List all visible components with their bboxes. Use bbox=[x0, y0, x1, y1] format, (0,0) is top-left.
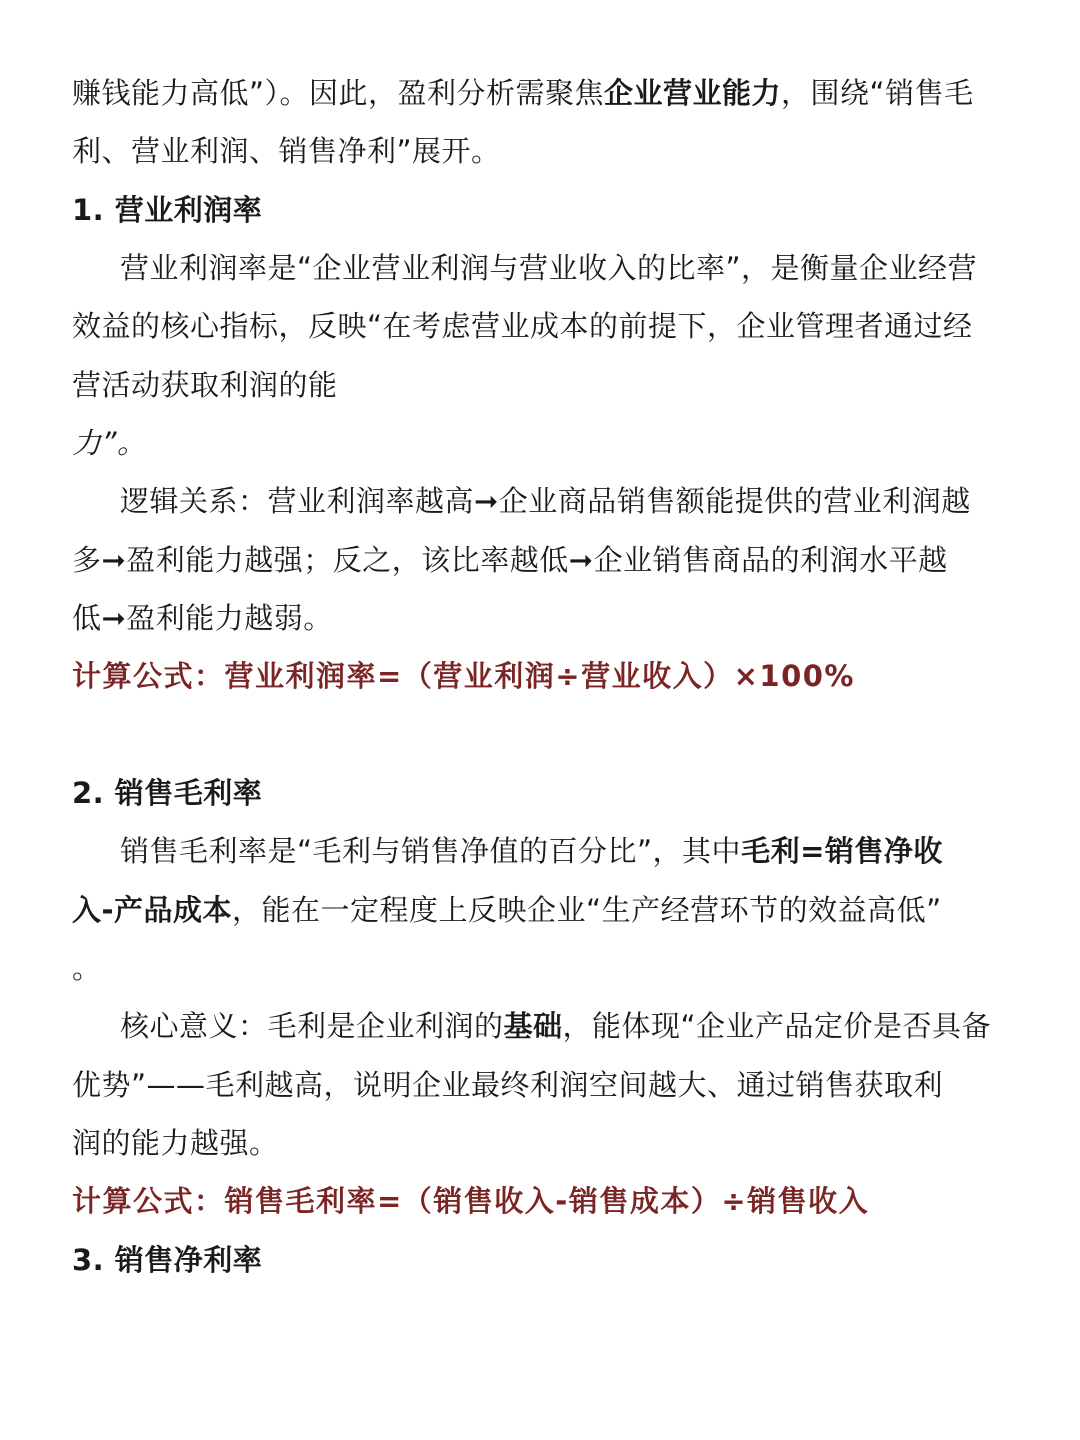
core-emphasis: 基础 bbox=[503, 1009, 563, 1043]
gross-margin-core-meaning: 润的能力越强。 bbox=[72, 1126, 279, 1160]
section-heading-net-margin: 3. 销售净利率 bbox=[72, 1243, 263, 1277]
operating-margin-logic: 逻辑关系：营业利润率越高➞企业商品销售额能提供的营业利润越 bbox=[120, 484, 971, 518]
gross-margin-definition bbox=[72, 890, 1012, 930]
definition-text: 销售毛利率是“毛利与销售净值的百分比”，其中 bbox=[120, 834, 742, 868]
operating-margin-definition: 营活动获取利润的能 bbox=[72, 368, 338, 402]
intro-line-1 bbox=[72, 73, 1012, 113]
operating-margin-definition: 力”。 bbox=[72, 426, 147, 460]
operating-margin-logic: 多➞盈利能力越强；反之，该比率越低➞企业销售商品的利润水平越 bbox=[72, 543, 948, 577]
operating-margin-formula: 计算公式：营业利润率=（营业利润÷营业收入）×100% bbox=[72, 659, 855, 693]
operating-margin-definition: 效益的核心指标，反映“在考虑营业成本的前提下，企业管理者通过经 bbox=[72, 309, 973, 343]
intro-emphasis: 企业营业能力 bbox=[604, 76, 782, 110]
operating-margin-definition: 营业利润率是“企业营业利润与营业收入的比率”，是衡量企业经营 bbox=[120, 251, 978, 285]
intro-text: 赚钱能力高低”）。因此，盈利分析需聚焦 bbox=[72, 76, 605, 110]
definition-emphasis: 毛利=销售净收 bbox=[741, 834, 943, 868]
gross-margin-formula: 计算公式：销售毛利率=（销售收入-销售成本）÷销售收入 bbox=[72, 1184, 870, 1218]
gross-margin-definition bbox=[120, 831, 1060, 871]
section-heading-operating-margin: 1. 营业利润率 bbox=[72, 193, 263, 227]
definition-text: ，能在一定程度上反映企业“生产经营环节的效益高低” bbox=[232, 893, 942, 927]
intro-text: ，围绕“销售毛 bbox=[781, 76, 974, 110]
section-heading-gross-margin: 2. 销售毛利率 bbox=[72, 776, 263, 810]
gross-margin-core-meaning bbox=[120, 1006, 1060, 1046]
gross-margin-core-meaning: 优势”——毛利越高，说明企业最终利润空间越大、通过销售获取利 bbox=[72, 1068, 944, 1102]
gross-margin-definition: 。 bbox=[72, 951, 102, 985]
definition-emphasis: 入-产品成本 bbox=[72, 893, 233, 927]
intro-line-2: 利、营业利润、销售净利”展开。 bbox=[72, 134, 501, 168]
core-text: ，能体现“企业产品定价是否具备 bbox=[562, 1009, 992, 1043]
operating-margin-logic: 低➞盈利能力越弱。 bbox=[72, 601, 333, 635]
core-text: 核心意义：毛利是企业利润的 bbox=[120, 1009, 504, 1043]
